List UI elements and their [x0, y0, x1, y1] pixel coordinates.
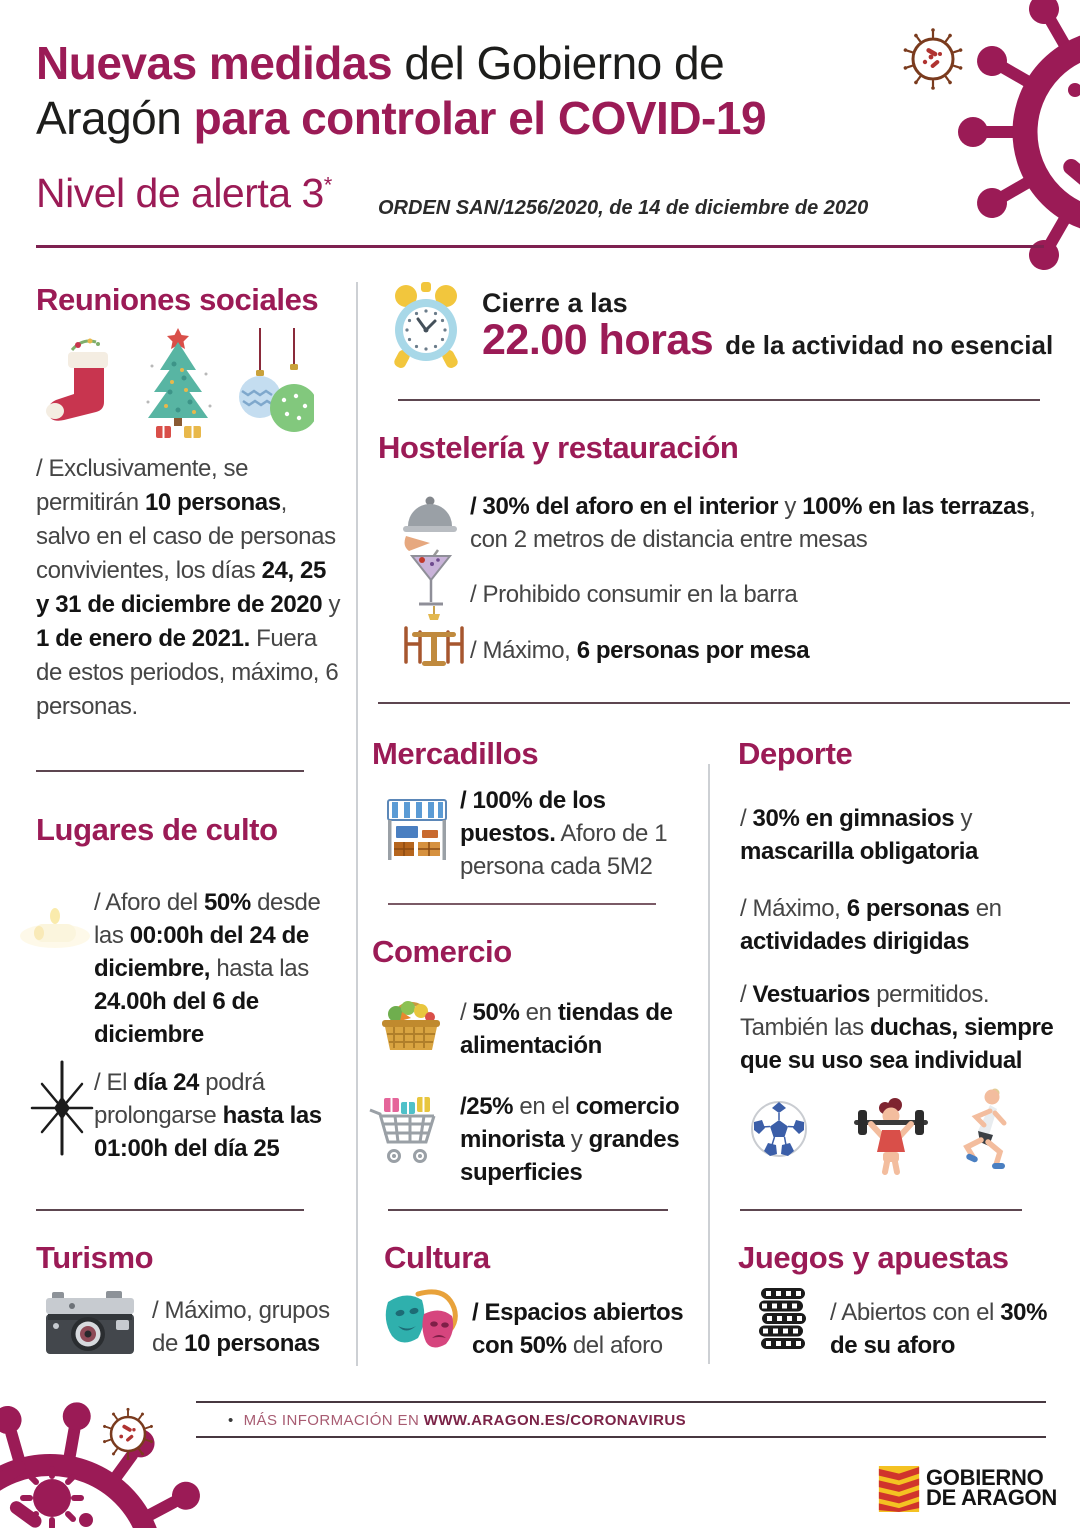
hosteleria-item-1: / 30% del aforo en el interior y 100% en las terrazas, con 2 metros de distancia entre mesas	[470, 493, 1036, 553]
divider	[740, 1209, 1022, 1211]
christmas-stocking-icon	[38, 336, 118, 436]
footer-divider-bottom	[196, 1436, 1046, 1438]
section-title-comercio: Comercio	[372, 934, 512, 969]
section-title-hosteleria: Hostelería y restauración	[378, 430, 739, 465]
footer-info-prefix: MÁS INFORMACIÓN EN	[243, 1412, 424, 1429]
christmas-ornaments-icon	[232, 328, 314, 440]
hosteleria-item-2: / Prohibido consumir en la barra	[470, 581, 798, 608]
alarm-clock-icon	[382, 280, 470, 372]
lugares-item-1: / Aforo del 50% desde las 00:00h del 24 de diciembre, hasta las 24.00h del 6 de diciembre	[94, 889, 321, 1048]
comercio-item-1: / 50% en tiendas de alimentación	[460, 999, 673, 1059]
section-title-turismo: Turismo	[36, 1240, 154, 1275]
reuniones-body: / Exclusivamente, se permitirán 10 personas, salvo en el caso de personas convivientes, los días 24, 25 y 31 de diciembre de 2020 y 1 de enero de 2021. Fuera de estos periodos, máximo, 6 personas.	[36, 455, 341, 720]
logo-line1: GOBIERNO	[926, 1465, 1044, 1490]
lugares-item-2: / El día 24 podrá prolongarse hasta las 01:00h del día 25	[94, 1069, 322, 1162]
food-basket-icon	[378, 994, 444, 1056]
closing-prefix: Cierre a las	[482, 288, 628, 318]
table-chairs-icon	[396, 606, 472, 672]
weightlifter-icon	[852, 1094, 930, 1178]
comercio-item-2: /25% en el comercio minorista y grandes superficies	[460, 1093, 680, 1186]
logo-line2: DE ARAGON	[926, 1485, 1057, 1510]
juegos-item: / Abiertos con el 30% de su aforo	[830, 1299, 1048, 1359]
divider	[36, 1209, 304, 1211]
order-reference: ORDEN SAN/1256/2020, de 14 de diciembre de 2020	[378, 197, 869, 219]
poker-chips-icon	[752, 1286, 812, 1354]
closing-suffix: de la actividad no esencial	[725, 330, 1054, 360]
section-title-reuniones: Reuniones sociales	[36, 282, 319, 317]
alert-level-note: *	[323, 172, 332, 198]
shopping-cart-icon	[368, 1094, 446, 1170]
section-title-cultura: Cultura	[384, 1240, 490, 1275]
footer-info-url: WWW.ARAGON.ES/CORONAVIRUS	[423, 1412, 686, 1429]
page-title-line2: Aragón para controlar el COVID-19	[36, 92, 767, 144]
header-divider	[36, 245, 1044, 248]
soccer-ball-icon	[748, 1098, 810, 1160]
candle-icon	[18, 902, 92, 956]
column-divider	[708, 764, 710, 1364]
closing-line	[482, 316, 1053, 365]
section-title-lugares: Lugares de culto	[36, 812, 278, 847]
deporte-item-3: / Vestuarios permitidos. También las duchas, siempre que su uso sea individual	[740, 981, 1054, 1074]
page-title-line1: Nuevas medidas del Gobierno de	[36, 37, 725, 89]
deporte-item-1: / 30% en gimnasios y mascarilla obligatoria	[740, 805, 978, 865]
cocktail-icon	[408, 548, 454, 612]
section-title-juegos: Juegos y apuestas	[738, 1240, 1009, 1275]
divider	[388, 903, 656, 905]
runner-icon	[948, 1086, 1014, 1172]
aragon-flag-icon	[878, 1466, 920, 1512]
divider	[378, 702, 1070, 704]
serving-tray-icon	[400, 490, 460, 552]
camera-icon	[42, 1288, 138, 1360]
divider	[388, 1209, 668, 1211]
virus-outline-icon	[100, 1406, 156, 1462]
christmas-tree-icon	[130, 326, 226, 440]
hosteleria-item-3: / Máximo, 6 personas por mesa	[470, 637, 810, 664]
column-divider	[356, 282, 358, 1366]
closing-time: 22.00 horas	[482, 316, 714, 364]
star-icon	[26, 1060, 98, 1156]
section-title-deporte: Deporte	[738, 736, 853, 771]
deporte-item-2: / Máximo, 6 personas en actividades dirigidas	[740, 895, 1002, 955]
gobierno-aragon-logo	[926, 1465, 1057, 1510]
alert-level: Nivel de alerta 3*	[36, 170, 332, 216]
divider	[398, 399, 1040, 401]
virus-icon	[0, 1396, 312, 1528]
section-title-mercadillos: Mercadillos	[372, 736, 539, 771]
theater-masks-icon	[382, 1286, 462, 1358]
bullet: •	[228, 1412, 234, 1429]
market-stall-icon	[384, 796, 450, 864]
divider	[36, 770, 304, 772]
turismo-item: / Máximo, grupos de 10 personas	[152, 1297, 330, 1357]
cultura-item: / Espacios abiertos con 50% del aforo	[472, 1299, 684, 1359]
mercadillos-item: / 100% de los puestos. Aforo de 1 persona cada 5M2	[460, 787, 668, 880]
footer-divider-top	[196, 1401, 1046, 1403]
